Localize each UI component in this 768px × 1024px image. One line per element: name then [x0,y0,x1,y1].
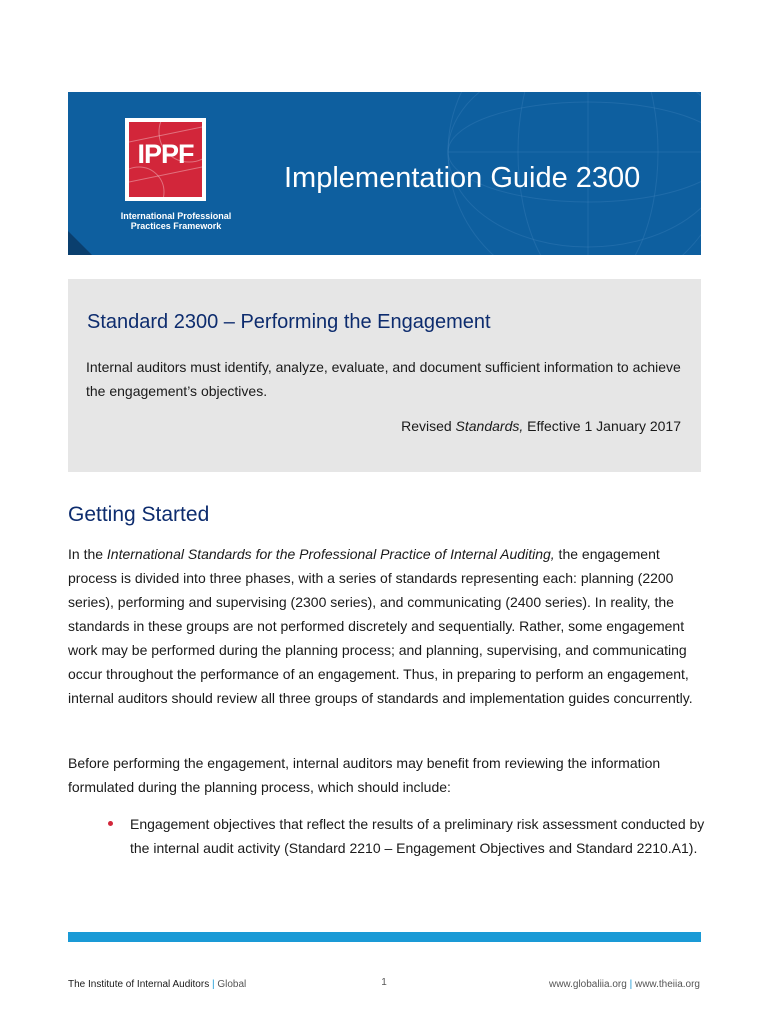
page-number: 1 [381,977,387,988]
section-heading: Getting Started [68,503,210,526]
logo-text: IPPF [137,139,194,169]
footer-rule [68,932,701,942]
standard-box [68,279,701,472]
standard-title: Standard 2300 – Performing the Engagement [87,311,491,333]
banner-corner-fold [68,231,92,255]
footer-links: www.globaliia.org | www.theiia.org [548,979,700,990]
ippf-logo [125,118,206,201]
document-title: Implementation Guide 2300 [284,162,641,194]
logo-caption: International Professional Practices Framework [120,211,232,231]
standard-text: Internal auditors must identify, analyze, evaluate, and document sufficient information to achieve the engagement’s objectives. [86,359,681,399]
footer-link-theiia[interactable]: www.theiia.org [634,979,700,990]
paragraph-2: Before performing the engagement, internal auditors may benefit from reviewing the information formulated during the planning process, which should include: [68,755,661,795]
revision-note: Revised Standards, Effective 1 January 2017 [401,418,681,434]
header-banner [68,92,701,255]
footer-link-globaliia[interactable]: www.globaliia.org [548,979,627,990]
paragraph-1: In the International Standards for the Professional Practice of Internal Auditing, the engagement process is divided into three phases, with a series of standards representing each: planning (2200 series), performing and supervising (2300 series), and communicating (2400 series). In reality, the standards in these groups are not performed discretely and sequentially. Rather, some engagement work may be performed during the planning process; and planning, supervising, and communicating occur throughout the performance of an engagement. Thus, in preparing to perform an engagement, internal auditors should review all three groups of standards and implementation guides concurrently. [68,546,693,706]
list-item: Engagement objectives that reflect the results of a preliminary risk assessment conducted by the internal audit activity (Standard 2210 – Engagement Objectives and Standard 2210.A1). [130,816,705,856]
bullet-icon [108,821,113,826]
footer-org: The Institute of Internal Auditors | Global [68,979,247,990]
